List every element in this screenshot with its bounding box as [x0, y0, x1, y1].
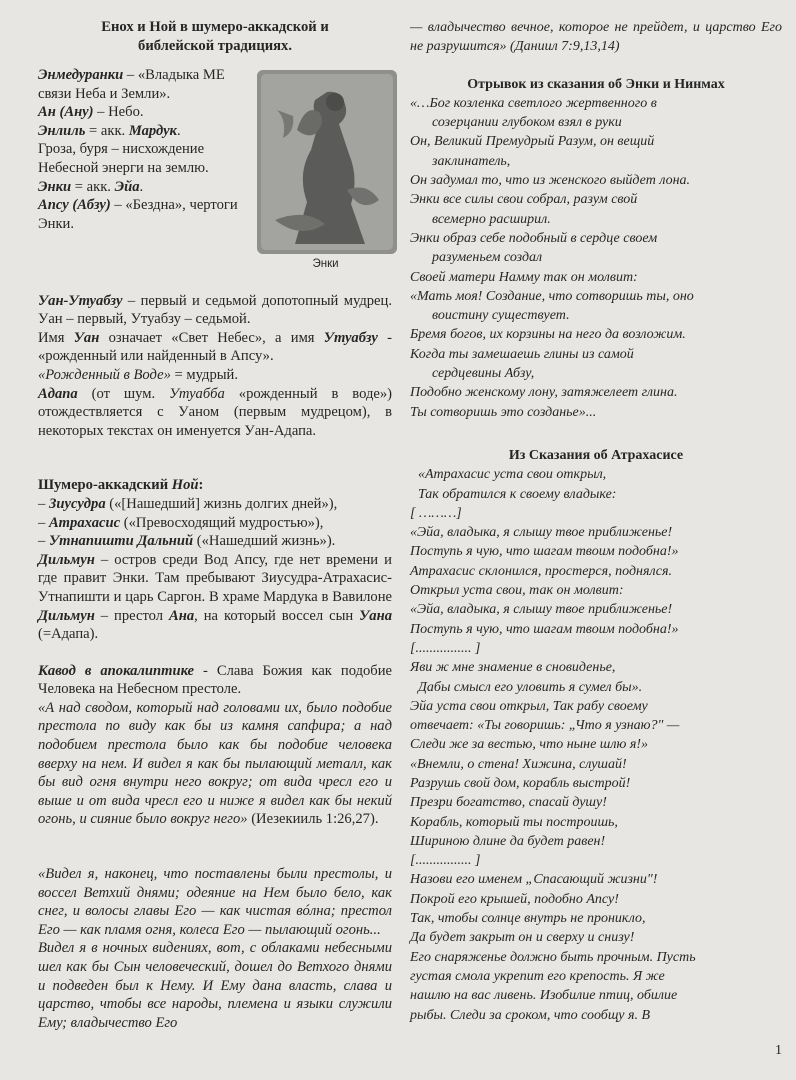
paragraph — [38, 292, 392, 329]
text-run: – остров среди Вод Апсу, где нет времени и где правит Энки. Там пребывают Зиусудра-Атрахасис-Утнапишти и царь Саргон. В храме Мардука в Вавилоне — [38, 551, 392, 605]
poem-line: Энки все силы свои собрал, разум свой — [410, 192, 638, 208]
paragraph — [38, 532, 392, 551]
text-run: Адапа — [38, 385, 78, 402]
poem-line: Разрушь свой дом, корабль выстрой! — [410, 775, 631, 791]
poem-line: «Эйа, владыка, я слышу твое приближенье! — [410, 602, 673, 618]
text-run: («[Нашедший] жизнь долгих дней»), — [105, 495, 338, 512]
text-run: «Рожденный в Воде» — [38, 366, 171, 383]
text-run: Дильмун — [38, 607, 95, 624]
paragraph — [38, 385, 392, 441]
uan-utuabzu-section — [38, 292, 392, 441]
text-run: («Нашедший жизнь»). — [193, 533, 336, 550]
text-run: Утуабба — [169, 385, 225, 402]
poem-line: сердцевины Абзу, — [432, 366, 535, 382]
enki-figure — [253, 70, 398, 274]
poem-line: Покрой его крышей, подобно Апсу! — [410, 891, 619, 907]
poem-line: Да будет закрыт он и сверху и снизу! — [410, 930, 635, 946]
enki-ninmah-poem — [410, 94, 782, 422]
poem-line: отвечает: «Ты говоришь: „Что я узнаю?" — — [410, 718, 680, 734]
text-run: Ной — [171, 477, 199, 494]
text-run: Мардук — [128, 122, 177, 139]
poem-line: [................ ] — [410, 853, 481, 869]
poem-line: нашлю на вас ливень. Изобилие птиц, обилие — [410, 988, 678, 1004]
poem-line: «Мать моя! Создание, что сотворишь ты, оно — [410, 288, 694, 304]
poem-line: Подобно женскому лону, затяжелеет глина. — [410, 385, 678, 401]
paragraph — [38, 551, 392, 644]
text-run: Утуабзу — [323, 329, 378, 346]
poem-line: рыбы. Следи за сроком, что сообщу я. В — [410, 1007, 651, 1023]
poem-line: [................ ] — [410, 640, 481, 656]
image-caption: Энки — [312, 258, 339, 270]
poem-line: разуменьем создал — [432, 250, 543, 266]
text-run: означает «Свет Небес», а имя — [99, 329, 324, 346]
poem-line: заклинатель, — [432, 153, 511, 169]
poem-line: Он, Великий Премудрый Разум, он вещий — [410, 134, 655, 150]
poem-line: Так, чтобы солнце внутрь не проникло, — [410, 911, 646, 927]
poem-line: Его снаряженье должно быть прочным. Пусть — [410, 949, 696, 965]
text-run: «А над сводом, который над головами их, было подобие престола по виду как бы из камня сапфира; а над подобием престола было как бы подобие человека вверху на нем. И видел я как бы пылающий металл, как бы вид огня внутри него вокруг; от вида чресл его и выше и от вида чресл его и ниже я видел как бы некий огонь, и сияние было вокруг него» — [38, 699, 392, 828]
text-run: Ан (Ану) — [38, 104, 94, 121]
poem-line: Атрахасис склонился, простерся, поднялся. — [410, 563, 672, 579]
text-run: Энлиль — [38, 122, 86, 139]
text-run: – Небо. — [93, 104, 144, 121]
poem-line: Корабль, который ты построишь, — [410, 814, 618, 830]
poem-line: «Эйа, владыка, я слышу твое приближенье! — [410, 525, 673, 541]
poem-line: Бремя богов, их корзины на него да возложим. — [410, 327, 686, 343]
paragraph — [38, 366, 392, 385]
poem-line: «…Бог козленка светлого жертвенного в — [410, 95, 657, 111]
poem-line: Назови его именем „Спасающий жизни"! — [410, 872, 658, 888]
poem-line: Ты сотворишь это созданье»... — [410, 404, 597, 420]
text-run: – престол — [94, 607, 169, 624]
text-run: Апсу (Абзу) — [38, 197, 111, 214]
text-run: Имя — [38, 329, 74, 346]
poem-line: густая смола укрепит его крепость. Я же — [410, 968, 665, 984]
poem-line: всемерно расширил. — [432, 211, 551, 227]
poem-line: Дабы смысл его уловить я сумел бы». — [418, 679, 643, 695]
sumerian-noah-section — [38, 476, 392, 643]
paragraph — [38, 329, 392, 366]
text-run: Зиусудра — [48, 495, 106, 512]
text-run: Дильмун — [38, 551, 95, 568]
poem-line: «Внемли, о стена! Хижина, слушай! — [410, 756, 627, 772]
paragraph — [38, 699, 392, 829]
text-run: . — [176, 122, 181, 139]
text-run: – — [38, 514, 49, 531]
poem-line: Поступь я чую, что шагам твоим подобна!» — [410, 544, 679, 560]
text-run: Уан — [73, 329, 100, 346]
poem-line: Своей матери Намму так он молвит: — [410, 269, 638, 285]
right-column — [410, 18, 782, 1025]
text-run: Эйа — [114, 178, 140, 195]
text-run: = акк. — [71, 178, 115, 195]
text-run: Кавод в апокалиптике — [38, 662, 195, 679]
enki-ninmah-title: Отрывок из сказания об Энки и Нинмах — [467, 76, 725, 92]
text-run: Шумеро-аккадский — [38, 477, 172, 494]
text-run: (=Адапа). — [38, 626, 99, 643]
left-column — [38, 18, 392, 1032]
poem-line: Так обратился к своему владыке: — [418, 486, 617, 502]
poem-line: [ ………] — [410, 505, 462, 521]
text-run: Уан-Утуабзу — [38, 292, 123, 309]
paragraph — [38, 476, 392, 495]
poem-line: Открыл уста свои, так он молвит: — [410, 583, 624, 599]
text-run: (от шум. — [77, 385, 170, 402]
text-run: («Превосходящий мудростью»), — [120, 514, 324, 531]
text-run: (Иезекииль 1:26,27). — [247, 811, 379, 828]
poem-line: Когда ты замешаешь глины из самой — [410, 346, 634, 362]
daniel-quote-continued: — владычество вечное, которое не прейдет, и царство Его не разрушится» (Даниил 7:9,13,14) — [410, 20, 782, 55]
text-run: - Слава Божия как подобие Человека на Небесном престоле. — [38, 662, 393, 698]
daniel-quote — [38, 865, 392, 1032]
page-number: 1 — [775, 1043, 782, 1058]
poem-line: воистину существует. — [432, 308, 570, 324]
paragraph — [38, 514, 392, 533]
text-run: Ана — [169, 607, 195, 624]
atrahasis-title: Из Сказания об Атрахасисе — [508, 447, 684, 463]
text-run: – — [38, 495, 49, 512]
poem-line: Шириною длине да будет равен! — [410, 833, 606, 849]
text-run: Видел я в ночных видениях, вот, с облаками небесными шел как бы Сын человеческий, дошел до Ветхого днями и подведен был к Нему. И Ему дана власть, слава и царство, чтобы все народы, племена и языки служили Ему; владычество Его — [38, 940, 392, 1031]
poem-line: Он задумал то, что из женского выйдет лона. — [410, 173, 691, 189]
poem-line: Поступь я чую, что шагам твоим подобна!» — [410, 621, 679, 637]
paragraph — [38, 939, 392, 1032]
text-run: Энки — [38, 178, 72, 195]
text-run: Уана — [359, 607, 392, 624]
atrahasis-poem — [410, 465, 782, 1025]
text-run: , на который воссел сын — [194, 607, 360, 624]
text-run: Атрахасис — [48, 514, 121, 531]
text-run: Утнапишти Дальний — [48, 533, 194, 550]
poem-line: Презри богатство, спасай душу! — [410, 795, 607, 811]
text-run: – «Владыка МЕ связи Неба и Земли». — [38, 67, 225, 102]
text-run: - «рожденный или найденный в Апсу». — [38, 329, 392, 365]
text-run: – «Бездна», чертоги Энки. — [38, 197, 238, 232]
kavod-section — [38, 662, 392, 829]
text-run: – первый и седьмой допотопный мудрец. Уан – первый, Утуабзу – седьмой. — [38, 292, 392, 328]
text-run: Гроза, буря – нисхождение Небесной энерги на землю. — [38, 141, 209, 176]
poem-line: Энки образ себе подобный в сердце своем — [410, 230, 658, 246]
enki-relief-image — [257, 70, 397, 254]
document-title: Енох и Ной в шумеро-аккадской и библейской традициях. — [101, 19, 329, 54]
poem-line: Следи же за вестью, что ныне шлю я!» — [410, 737, 649, 753]
text-run: . — [139, 178, 144, 195]
text-run: = акк. — [85, 122, 129, 139]
text-run: Энмедуранки — [38, 67, 124, 83]
text-run: = мудрый. — [170, 366, 239, 383]
paragraph — [38, 865, 392, 939]
paragraph — [38, 495, 392, 514]
poem-line: Эйа уста свои открыл, Так рабу своему — [410, 698, 648, 714]
paragraph — [38, 662, 392, 699]
text-run: – — [38, 533, 49, 550]
poem-line: «Атрахасис уста свои открыл, — [418, 467, 607, 483]
poem-line: созерцании глубоком взял в руки — [432, 115, 622, 131]
text-run: : — [198, 477, 204, 494]
text-run: «Видел я, наконец, что поставлены были престолы, и воссел Ветхий днями; одеяние на Нем было бело, как снег, и волосы главы Его — как чистая вóлна; престол Его — как пламя огня, колеса Его — пылающий огонь... — [38, 866, 392, 938]
text-run: «рожденный в воде») отождествляется с Уаном (первым мудрецом), в некоторых текстах он именуется Уан-Адапа. — [38, 385, 393, 439]
poem-line: Яви ж мне знамение в сновиденье, — [410, 660, 616, 676]
